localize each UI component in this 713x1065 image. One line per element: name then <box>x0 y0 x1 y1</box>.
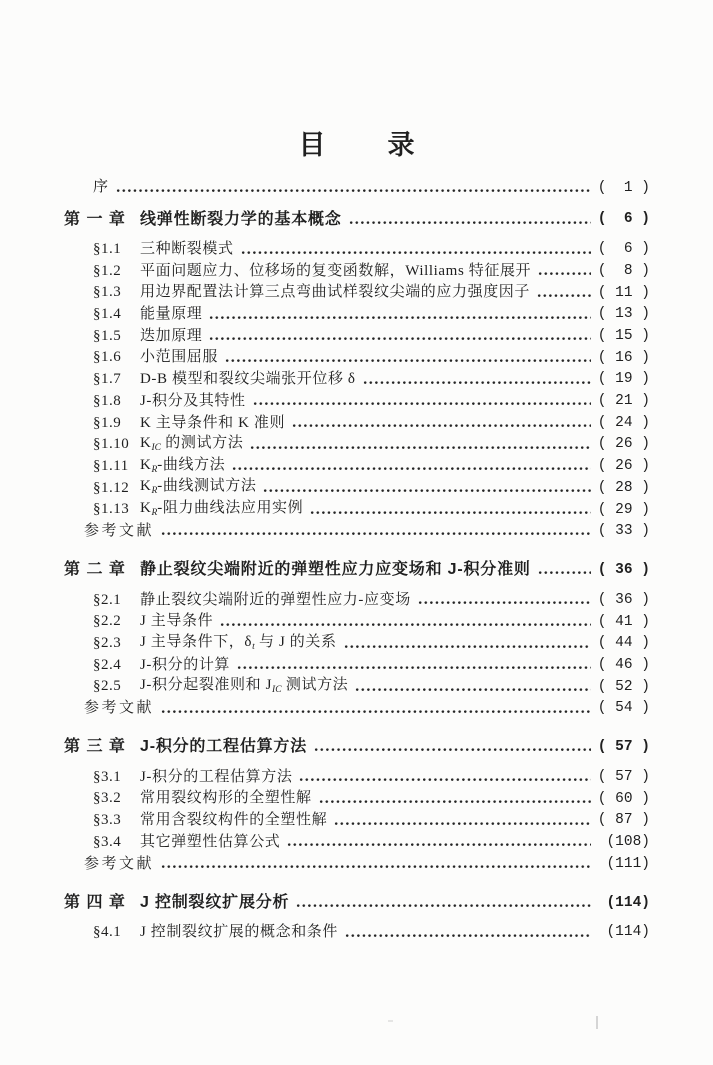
toc-entry-page: ( 36 ) <box>597 591 650 608</box>
toc-entry <box>63 369 650 391</box>
toc-entry-title: 参考文献 <box>84 700 155 717</box>
toc-entry-number: 第 四 章 <box>64 893 126 911</box>
toc-entry-number: §1.6 <box>93 349 122 366</box>
toc-entry-page: ( 60 ) <box>597 790 650 807</box>
dot-leader <box>209 315 591 321</box>
toc-entry-title: $K_R-$曲线测试方法 <box>140 478 257 497</box>
toc-entry-number: §4.1 <box>93 924 122 941</box>
toc-entry-number: 第 二 章 <box>64 561 126 579</box>
toc-entry <box>63 456 650 478</box>
dot-leader <box>263 488 591 494</box>
dot-leader <box>161 864 591 870</box>
toc-entry-title: 参考文献 <box>84 855 155 872</box>
toc-entry-page: ( 44 ) <box>597 635 650 652</box>
dot-leader <box>250 445 591 451</box>
toc-entry <box>63 499 650 521</box>
toc-entry-title: $K_{IC}$ 的测试方法 <box>140 434 244 453</box>
toc-entry <box>63 698 650 720</box>
toc-entry-title: J-积分起裂准则和 $J_{IC}$ 测试方法 <box>140 677 349 696</box>
dot-leader <box>310 510 591 516</box>
scan-artifact <box>596 1016 598 1029</box>
toc-entry <box>63 304 650 326</box>
toc-entry-number: §3.1 <box>93 768 122 785</box>
toc-entry-page: ( 57 ) <box>597 739 650 756</box>
dot-leader <box>253 401 591 407</box>
toc-entry-page: ( 36 ) <box>597 562 650 579</box>
toc-entry-title: $K_R-$曲线方法 <box>140 456 226 475</box>
toc-entry-title: 用边界配置法计算三点弯曲试样裂纹尖端的应力强度因子 <box>140 284 531 301</box>
dot-leader <box>225 358 591 364</box>
dot-leader <box>220 622 591 628</box>
toc-entry-page: (114) <box>606 894 650 911</box>
toc-entry-page: ( 33 ) <box>597 523 650 540</box>
dot-leader <box>538 271 591 277</box>
toc-entry-page: ( 13 ) <box>597 306 650 323</box>
dot-leader <box>161 709 591 715</box>
toc-entry-page: ( 24 ) <box>597 414 650 431</box>
toc-entry-page: ( 19 ) <box>597 371 650 388</box>
toc-entry <box>63 734 650 760</box>
toc-entry-page: ( 28 ) <box>597 479 650 496</box>
page-title: 目录 <box>298 130 477 160</box>
toc-entry-page: ( 54 ) <box>597 700 650 717</box>
toc-entry-title: 其它弹塑性估算公式 <box>140 833 281 850</box>
toc-entry-page: ( 46 ) <box>597 656 650 673</box>
toc-entry-number: §2.1 <box>93 591 122 608</box>
dot-leader <box>349 220 591 226</box>
toc-entry <box>63 676 650 698</box>
toc-entry <box>63 633 650 655</box>
dot-leader <box>296 903 591 909</box>
toc-entry <box>63 810 650 832</box>
dot-leader <box>355 687 591 693</box>
toc-entry <box>63 477 650 499</box>
toc-entry-page: ( 41 ) <box>597 613 650 630</box>
toc-entry-title: 线弹性断裂力学的基本概念 <box>140 210 342 228</box>
toc-entry <box>63 412 650 434</box>
toc-entry <box>63 766 650 788</box>
dot-leader <box>241 250 591 256</box>
toc-entry-number: §1.8 <box>93 392 122 409</box>
dot-leader <box>363 380 591 386</box>
toc-entry-page: ( 29 ) <box>597 501 650 518</box>
toc-entry-title: J-积分的工程估算方法 <box>140 738 308 756</box>
dot-leader <box>537 293 591 299</box>
toc-entry-page: (108) <box>606 834 650 851</box>
toc-entry-number: §1.11 <box>93 457 129 474</box>
toc-entry <box>63 282 650 304</box>
toc-entry-number: §3.2 <box>93 790 122 807</box>
dot-leader <box>161 531 591 537</box>
toc-entry-number: §2.5 <box>93 678 122 695</box>
dot-leader <box>345 933 591 939</box>
toc-entry-title: 参考文献 <box>84 522 155 539</box>
toc-entry <box>63 239 650 261</box>
toc-entry <box>63 434 650 456</box>
toc-entry-title: 能量原理 <box>140 306 203 323</box>
toc-entry-number: §1.1 <box>93 241 122 258</box>
toc-entry-title: J-积分及其特性 <box>140 392 246 409</box>
toc-entry-title: 常用裂纹构形的全塑性解 <box>140 790 312 807</box>
toc-entry-page: ( 6 ) <box>597 211 650 228</box>
toc-entry-page: (111) <box>606 855 650 872</box>
toc-entry-number: §1.2 <box>93 262 122 279</box>
toc-entry <box>63 611 650 633</box>
toc-entry-page: ( 16 ) <box>597 349 650 366</box>
toc-entry <box>63 654 650 676</box>
toc-entry-title: J-积分的计算 <box>140 656 231 673</box>
toc-entry-title: J 主导条件 <box>140 613 214 630</box>
toc-entry-title: 迭加原理 <box>140 327 203 344</box>
toc-entry-number: §1.4 <box>93 306 122 323</box>
toc-entry <box>63 922 650 944</box>
toc-entry <box>63 890 650 916</box>
toc-entry-page: ( 6 ) <box>597 241 650 258</box>
dot-leader <box>116 188 591 194</box>
toc-entry-page: (114) <box>606 924 650 941</box>
toc-entry-title: 三种断裂模式 <box>140 241 234 258</box>
toc-entry <box>63 207 650 233</box>
toc-entry <box>63 589 650 611</box>
dot-leader <box>209 336 591 342</box>
toc-entry-page: ( 57 ) <box>597 769 650 786</box>
toc-entry-title: 静止裂纹尖端附近的弹塑性应力应变场和 J-积分准则 <box>140 561 531 579</box>
toc-entry <box>63 347 650 369</box>
toc-entry-title: K 主导条件和 K 准则 <box>140 414 286 431</box>
toc-entry-title: J 控制裂纹扩展分析 <box>140 893 290 911</box>
toc-entry-number: §1.3 <box>93 284 122 301</box>
toc-entry <box>63 832 650 854</box>
toc-entry <box>63 260 650 282</box>
dot-leader <box>344 644 591 650</box>
toc-entry-page: ( 26 ) <box>597 436 650 453</box>
dot-leader <box>319 799 591 805</box>
toc-entry-title: 小范围屈服 <box>140 349 219 366</box>
dot-leader <box>232 466 591 472</box>
toc-entry-page: ( 26 ) <box>597 458 650 475</box>
toc-entry-title: $K_R-$阻力曲线法应用实例 <box>140 500 304 519</box>
toc-entry-number: §2.3 <box>93 635 122 652</box>
toc-entry <box>63 177 650 199</box>
toc-entry <box>63 557 650 583</box>
toc-entry <box>63 521 650 543</box>
page-title-row <box>63 0 650 164</box>
toc-entry-title: 常用含裂纹构件的全塑性解 <box>140 812 328 829</box>
toc-entry-number: 第 三 章 <box>64 738 126 756</box>
toc-entry <box>63 853 650 875</box>
toc-entry-title: 序 <box>93 179 109 196</box>
toc-entry-number: §3.4 <box>93 833 122 850</box>
toc-entry-title: D-B 模型和裂纹尖端张开位移 δ <box>140 371 356 388</box>
scan-artifact <box>388 1020 393 1022</box>
toc-entry-page: ( 15 ) <box>597 328 650 345</box>
dot-leader <box>299 777 591 783</box>
toc-entry-number: §3.3 <box>93 812 122 829</box>
toc-entry-page: ( 21 ) <box>597 393 650 410</box>
dot-leader <box>334 821 591 827</box>
toc-entry-title: J 主导条件下，$\delta_t$ 与 J 的关系 <box>140 633 337 652</box>
toc-entry-number: §1.9 <box>93 414 122 431</box>
toc-entry-title: J 控制裂纹扩展的概念和条件 <box>140 924 338 941</box>
toc-entry <box>63 325 650 347</box>
toc-entry <box>63 391 650 413</box>
toc-entry-number: §1.5 <box>93 327 122 344</box>
toc-entry-number: §2.2 <box>93 613 122 630</box>
dot-leader <box>418 600 591 606</box>
dot-leader <box>287 842 591 848</box>
toc-entry-number: §1.13 <box>93 501 130 518</box>
toc-entry-page: ( 52 ) <box>597 678 650 695</box>
toc-entry-page: ( 11 ) <box>597 284 650 301</box>
dot-leader <box>314 747 591 753</box>
toc-entry-number: §2.4 <box>93 656 122 673</box>
toc-entry-number: §1.7 <box>93 371 122 388</box>
dot-leader <box>538 570 591 576</box>
toc-entry-page: ( 87 ) <box>597 812 650 829</box>
toc-entry-number: 第 一 章 <box>64 210 126 228</box>
toc-entry-title: 平面问题应力、位移场的复变函数解，Williams 特征展开 <box>140 262 532 279</box>
toc-entry-page: ( 8 ) <box>597 262 650 279</box>
toc-entry-title: 静止裂纹尖端附近的弹塑性应力-应变场 <box>140 591 411 608</box>
toc-entry-page: ( 1 ) <box>597 179 650 196</box>
toc-entry-number: §1.12 <box>93 479 130 496</box>
dot-leader <box>292 423 591 429</box>
toc-entry-number: §1.10 <box>93 436 130 453</box>
toc-entry-title: J-积分的工程估算方法 <box>140 768 293 785</box>
toc-entry <box>63 788 650 810</box>
dot-leader <box>237 665 591 671</box>
